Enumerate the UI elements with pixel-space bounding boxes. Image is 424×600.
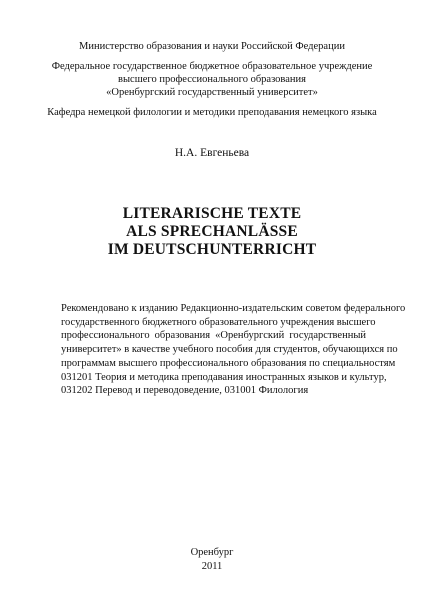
recommendation-line: 031202 Перевод и переводоведение, 031001 Филология — [61, 385, 309, 397]
book-title-line-3: IM DEUTSCHUNTERRICHT — [107, 241, 317, 258]
institution-line-2: высшего профессионального образования — [118, 74, 306, 85]
recommendation-line: программам высшего профессионального образования по специальностям — [61, 357, 396, 369]
recommendation-block — [61, 302, 406, 398]
book-title-line-2: ALS SPRECHANLÄSSE — [126, 223, 298, 240]
institution-line-1: Федеральное государственное бюджетное образовательное учреждение — [51, 61, 373, 72]
recommendation-line: государственного бюджетного образовательного учреждения высшего — [61, 316, 376, 328]
recommendation-line: университет» в качестве учебного пособия для студентов, обучающихся по — [61, 344, 398, 356]
book-title-line-1: LITERARISCHE TEXTE — [122, 205, 302, 222]
recommendation-line: 031201 Теория и методика преподавания иностранных языков и культур, — [61, 371, 387, 383]
author-name: Н.А. Евгеньева — [174, 147, 250, 159]
recommendation-line: профессионального образования «Оренбургский государственный — [61, 330, 366, 342]
recommendation-line: Рекомендовано к изданию Редакционно-издательским советом федерального — [61, 303, 406, 314]
publication-year: 2011 — [201, 561, 223, 572]
institution-line-3: «Оренбургский государственный университет» — [106, 87, 318, 98]
ministry-line: Министерство образования и науки Российской Федерации — [79, 41, 345, 52]
publication-city: Оренбург — [190, 547, 234, 558]
department-line: Кафедра немецкой филологии и методики преподавания немецкого языка — [47, 107, 377, 118]
